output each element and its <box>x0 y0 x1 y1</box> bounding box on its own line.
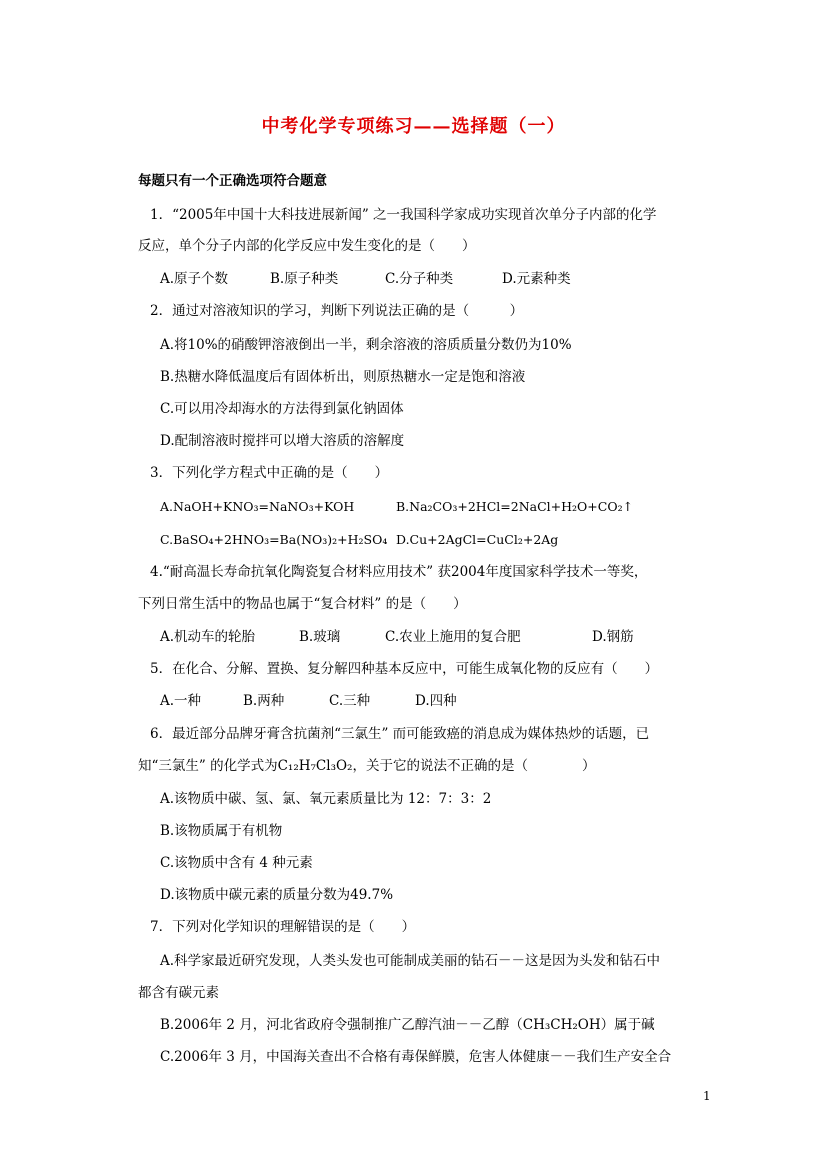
q1-options <box>160 270 571 288</box>
q7-stem: 7．下列对化学知识的理解错误的是（ ） <box>150 919 416 935</box>
q6-option-c: C.该物质中含有 4 种元素 <box>160 855 313 871</box>
q5-option-d: D.四种 <box>415 693 457 709</box>
q7-option-b: B.2006年 2 月，河北省政府令强制推广乙醇汽油－－乙醇（CH₃CH₂OH）属于碱 <box>160 1017 655 1033</box>
q4-option-d: D.钢筋 <box>592 629 634 645</box>
q7-option-a-line1: A.科学家最近研究发现，人类头发也可能制成美丽的钻石－－这是因为头发和钻石中 <box>160 953 661 969</box>
q5-option-a: A.一种 <box>160 693 202 709</box>
q7-option-a-line2: 都含有碳元素 <box>138 985 219 1001</box>
q4-line1: 4.“耐高温长寿命抗氧化陶瓷复合材料应用技术” 获2004年度国家科学技术一等奖， <box>150 564 648 580</box>
q3-stem: 3．下列化学方程式中正确的是（ ） <box>150 465 389 481</box>
q1-line2: 反应，单个分子内部的化学反应中发生变化的是（ ） <box>138 238 476 254</box>
q2-option-b: B.热糖水降低温度后有固体析出，则原热糖水一定是饱和溶液 <box>160 369 526 385</box>
q6-option-b: B.该物质属于有机物 <box>160 823 283 839</box>
q4-options <box>160 628 634 646</box>
q3-option-a: A.NaOH+KNO₃=NaNO₃+KOH <box>160 499 355 514</box>
q4-option-b: B.玻璃 <box>299 629 341 645</box>
q1-option-b: B.原子种类 <box>270 271 339 287</box>
q6-option-a: A.该物质中碳、氢、氯、氧元素质量比为 12：7：3：2 <box>160 791 492 807</box>
q4-option-c: C.农业上施用的复合肥 <box>385 629 521 645</box>
q5-stem: 5．在化合、分解、置换、复分解四种基本反应中，可能生成氧化物的反应有（ ） <box>150 661 659 677</box>
q6-line2: 知“三氯生” 的化学式为C₁₂H₇Cl₃O₂，关于它的说法不正确的是（ ） <box>138 758 596 774</box>
q1-option-d: D.元素种类 <box>502 271 571 287</box>
q6-line1: 6．最近部分品牌牙膏含抗菌剂“三氯生” 而可能致癌的消息成为媒体热炒的话题，已 <box>150 726 650 742</box>
q3-option-c: C.BaSO₄+2HNO₃=Ba(NO₃)₂+H₂SO₄ <box>160 532 388 547</box>
q2-option-c: C.可以用冷却海水的方法得到氯化钠固体 <box>160 401 404 417</box>
page-number: 1 <box>703 1089 711 1103</box>
instruction: 每题只有一个正确选项符合题意 <box>138 173 327 189</box>
q2-option-a: A.将10%的硝酸钾溶液倒出一半，剩余溶液的溶质质量分数仍为10% <box>160 337 572 353</box>
q3-option-d: D.Cu+2AgCl=CuCl₂+2Ag <box>396 532 559 547</box>
q5-option-c: C.三种 <box>329 693 371 709</box>
q1-line1: 1．“2005年中国十大科技进展新闻” 之一我国科学家成功实现首次单分子内部的化学 <box>150 207 657 223</box>
q4-option-a: A.机动车的轮胎 <box>160 629 256 645</box>
q7-option-c: C.2006年 3 月，中国海关查出不合格有毒保鲜膜，危害人体健康－－我们生产安全合 <box>160 1049 672 1065</box>
q5-option-b: B.两种 <box>243 693 285 709</box>
q3-option-b: B.Na₂CO₃+2HCl=2NaCl+H₂O+CO₂↑ <box>396 499 634 514</box>
q2-stem: 2．通过对溶液知识的学习，判断下列说法正确的是（ ） <box>150 303 524 319</box>
q2-option-d: D.配制溶液时搅拌可以增大溶质的溶解度 <box>160 433 405 449</box>
q1-option-a: A.原子个数 <box>160 271 229 287</box>
q4-line2: 下列日常生活中的物品也属于“复合材料” 的是（ ） <box>138 596 467 612</box>
q5-options <box>160 692 457 710</box>
q6-option-d: D.该物质中碳元素的质量分数为49.7% <box>160 887 394 903</box>
page-title: 中考化学专项练习——选择题（一） <box>261 116 566 137</box>
q1-option-c: C.分子种类 <box>385 271 454 287</box>
